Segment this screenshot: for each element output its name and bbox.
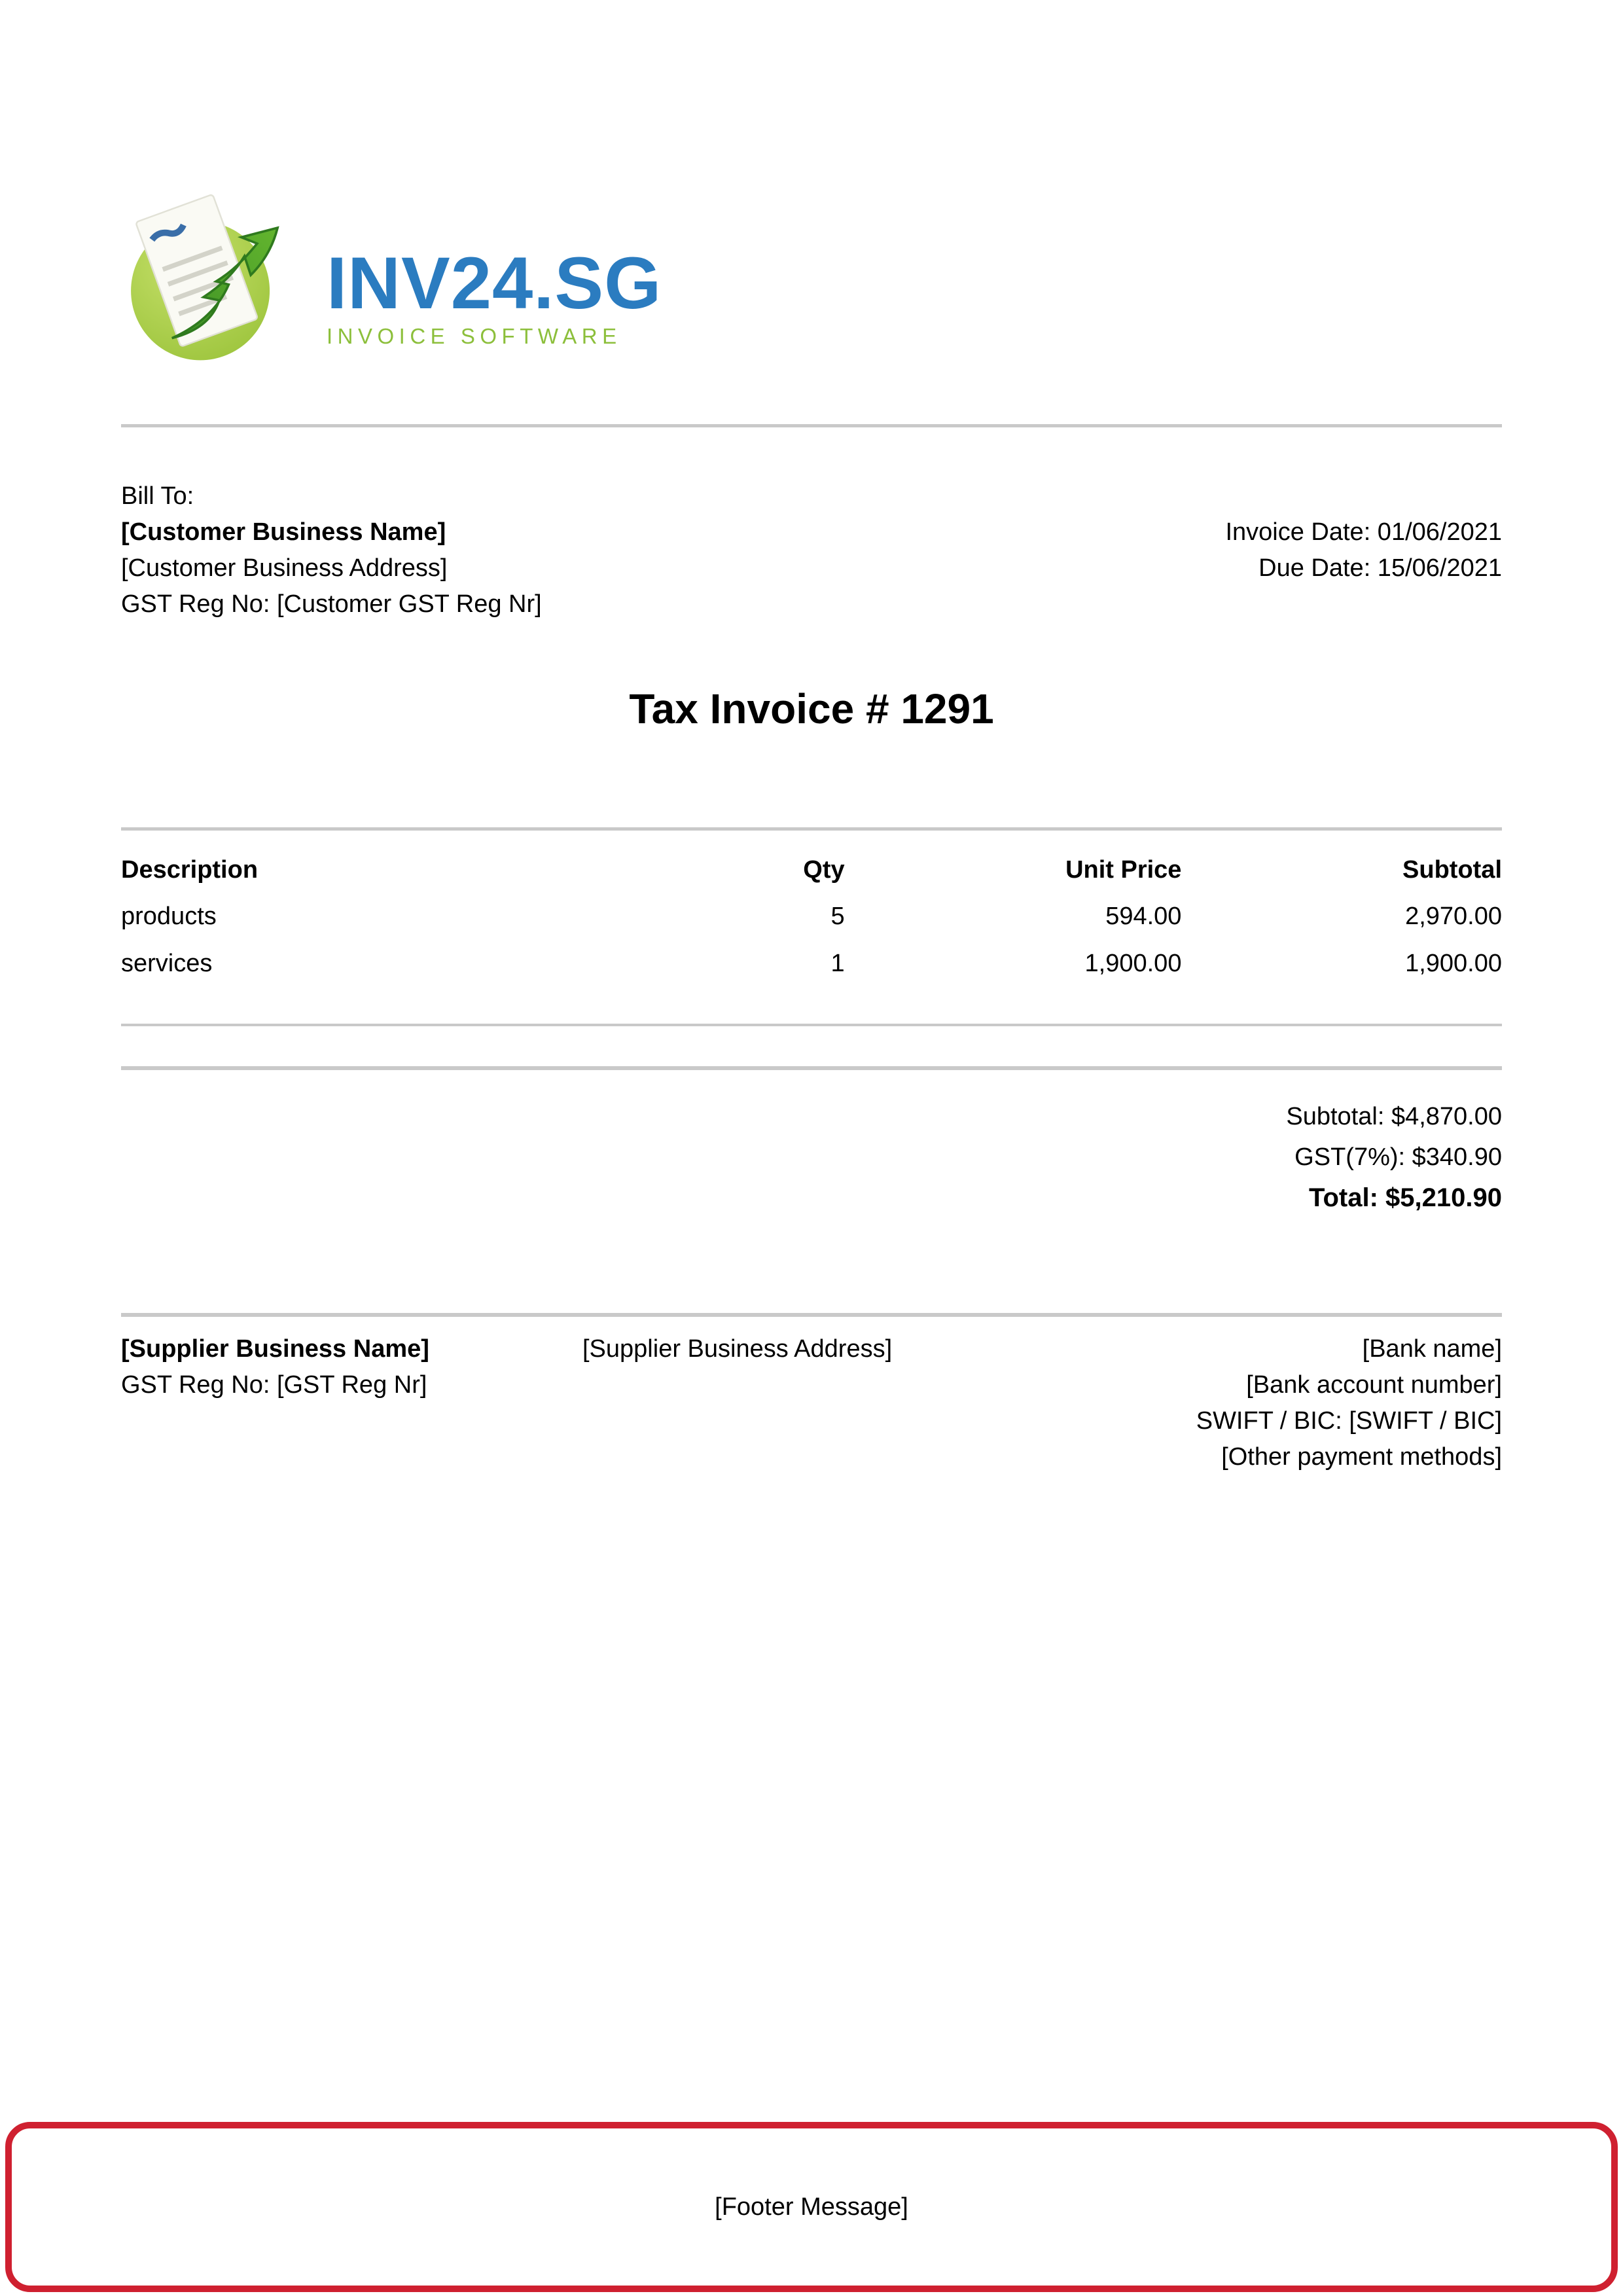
brand-tagline: INVOICE SOFTWARE: [327, 324, 622, 348]
items-divider-bottom-2: [121, 1066, 1502, 1070]
totals-subtotal: Subtotal: $4,870.00: [1286, 1103, 1502, 1130]
item-subtotal: 1,900.00: [1405, 949, 1502, 977]
totals-total: Total: $5,210.90: [1309, 1183, 1502, 1212]
logo: [121, 0, 1502, 367]
item-subtotal: 2,970.00: [1405, 902, 1502, 930]
items-divider-bottom: [121, 1024, 1502, 1026]
invoice-date: Invoice Date: 01/06/2021: [1225, 518, 1502, 546]
header-description: Description: [121, 855, 259, 884]
items-header-row: [121, 831, 1502, 893]
bank-name: [Bank name]: [1362, 1335, 1502, 1363]
brand-name: INV24.SG: [327, 242, 662, 324]
totals-gst: GST(7%): $340.90: [1294, 1143, 1502, 1171]
divider-top: [121, 424, 1502, 427]
item-description: services: [121, 949, 213, 977]
inv24-logo-icon: [121, 193, 317, 367]
items-table: [121, 831, 1502, 987]
invoice-title: Tax Invoice # 1291: [629, 685, 994, 732]
item-qty: 1: [830, 949, 845, 977]
dates-block: [1225, 514, 1502, 622]
customer-name: [Customer Business Name]: [121, 518, 446, 546]
bank-account-number: [Bank account number]: [1246, 1371, 1502, 1399]
item-qty: 5: [830, 902, 845, 930]
supplier-address: [Supplier Business Address]: [582, 1335, 893, 1363]
item-unit-price: 594.00: [1105, 902, 1182, 930]
swift-bic: SWIFT / BIC: [SWIFT / BIC]: [1196, 1407, 1502, 1435]
customer-address: [Customer Business Address]: [121, 554, 448, 582]
footer-message: [Footer Message]: [715, 2193, 908, 2221]
due-date: Due Date: 15/06/2021: [1258, 554, 1502, 582]
payment-details: [1196, 1331, 1502, 1475]
divider-supplier: [121, 1313, 1502, 1317]
footer-box: [5, 2122, 1618, 2292]
item-row: [121, 893, 1502, 940]
supplier-gst: GST Reg No: [GST Reg Nr]: [121, 1371, 427, 1399]
customer-gst: GST Reg No: [Customer GST Reg Nr]: [121, 590, 542, 618]
header-qty: Qty: [803, 855, 845, 884]
bill-to-block: [121, 478, 542, 622]
header-unit-price: Unit Price: [1065, 855, 1182, 884]
other-payment-methods: [Other payment methods]: [1221, 1443, 1502, 1471]
item-row: [121, 940, 1502, 987]
supplier-block: [0, 1331, 1623, 1475]
totals-block: [0, 1096, 1623, 1218]
item-description: products: [121, 902, 217, 930]
bill-to-label: Bill To:: [121, 482, 194, 510]
header-subtotal: Subtotal: [1402, 855, 1502, 884]
supplier-name: [Supplier Business Name]: [121, 1335, 429, 1363]
item-unit-price: 1,900.00: [1084, 949, 1182, 977]
